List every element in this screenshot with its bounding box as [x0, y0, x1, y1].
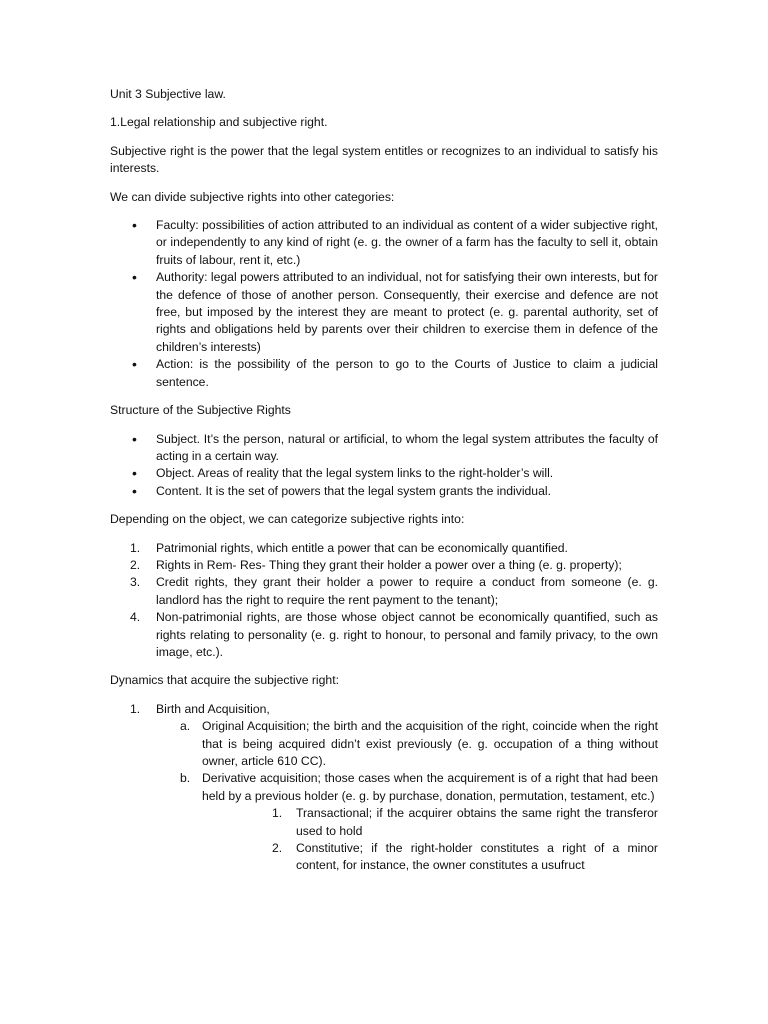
list-item: [110, 805, 658, 840]
list-item-text: Patrimonial rights, which entitle a power that can be economically quantified.: [156, 540, 568, 555]
list-item: [110, 217, 658, 269]
section-heading-legal-relationship: 1.Legal relationship and subjective right.: [110, 115, 328, 130]
list-item: [110, 269, 658, 356]
list-number: 3.: [130, 575, 141, 590]
acquisition-list: [110, 718, 658, 805]
list-item: [110, 770, 658, 805]
list-item-text: Derivative acquisition; those cases when the acquirement is of a right that had been held by a previous holder (e. g. by purchase, donation, permutation, testament, etc.): [202, 771, 658, 803]
list-item: [110, 718, 658, 770]
list-item: [110, 840, 658, 875]
bullet-icon: •: [132, 356, 137, 373]
document-title: Unit 3 Subjective law.: [110, 87, 226, 101]
categories-intro: We can divide subjective rights into other categories:: [110, 189, 395, 204]
list-item-text: Authority: legal powers attributed to an individual, not for satisfying their own interests, but for the defence of those of another person. Consequently, their exercise and defence are not free, but imposed by the interest they are meant to protect (e. g. parental authority, set of rights and obligations held by parents over their children to exercise them in defence of the children’s interests): [156, 270, 658, 354]
bullet-icon: •: [132, 269, 137, 286]
list-item-text: Content. It is the set of powers that the legal system grants the individual.: [156, 483, 551, 498]
list-item-text: Object. Areas of reality that the legal system links to the right-holder’s will.: [156, 466, 554, 481]
object-categories-list: [110, 540, 658, 662]
list-number: 2.: [130, 557, 141, 572]
list-item: [110, 557, 658, 574]
dynamics-list: [110, 701, 658, 718]
list-item-text: Subject. It’s the person, natural or artificial, to whom the legal system attributes the faculty of acting in a certain way.: [156, 431, 658, 463]
list-item-text: Constitutive; if the right-holder constitutes a right of a minor content, for instance, the owner constitutes a usufruct: [296, 841, 658, 873]
bullet-icon: •: [132, 430, 137, 447]
definition-paragraph: Subjective right is the power that the legal system entitles or recognizes to an individual to satisfy his interests.: [110, 143, 658, 176]
list-number: 2.: [272, 841, 283, 856]
bullet-icon: •: [132, 482, 137, 499]
list-item: [110, 356, 658, 391]
list-item: [110, 701, 658, 718]
list-letter: b.: [180, 771, 191, 786]
list-item-text: Transactional; if the acquirer obtains the same right the transferor used to hold: [296, 806, 658, 838]
list-number: 4.: [130, 610, 141, 625]
list-item: [110, 540, 658, 557]
bullet-icon: •: [132, 465, 137, 482]
dynamics-heading: Dynamics that acquire the subjective right:: [110, 673, 339, 688]
document-page: [110, 86, 658, 875]
list-letter: a.: [180, 719, 191, 734]
list-item: [110, 574, 658, 609]
list-number: 1.: [272, 806, 283, 821]
list-item: [110, 483, 658, 500]
categories-list: [110, 217, 658, 391]
list-item-text: Action: is the possibility of the person to go to the Courts of Justice to claim a judicial sentence.: [156, 357, 658, 389]
structure-heading: Structure of the Subjective Rights: [110, 403, 291, 418]
object-intro: Depending on the object, we can categorize subjective rights into:: [110, 512, 465, 527]
list-item-text: Faculty: possibilities of action attributed to an individual as content of a wider subjective right, or independently to any kind of right (e. g. the owner of a farm has the faculty to sell it, obtain fruits of labour, rent it, etc.): [156, 218, 658, 267]
list-item-text: Credit rights, they grant their holder a power to require a conduct from someone (e. g. landlord has the right to require the rent payment to the tenant);: [156, 575, 658, 607]
derivative-types-list: [110, 805, 658, 875]
list-item-text: Non-patrimonial rights, are those whose object cannot be economically quantified, such as rights relating to personality (e. g. right to honour, to personal and family privacy, to the own image, etc.).: [156, 610, 658, 659]
list-item: [110, 431, 658, 466]
list-item: [110, 609, 658, 661]
list-item: [110, 465, 658, 482]
structure-list: [110, 431, 658, 501]
list-number: 1.: [130, 540, 141, 555]
bullet-icon: •: [132, 217, 137, 234]
list-item-text: Original Acquisition; the birth and the acquisition of the right, coincide when the right that is being acquired didn’t exist previously (e. g. occupation of a thing without owner, article 610 CC).: [202, 719, 658, 768]
list-item-text: Rights in Rem- Res- Thing they grant their holder a power over a thing (e. g. property);: [156, 557, 622, 572]
list-number: 1.: [130, 701, 141, 716]
list-item-text: Birth and Acquisition,: [156, 701, 270, 716]
